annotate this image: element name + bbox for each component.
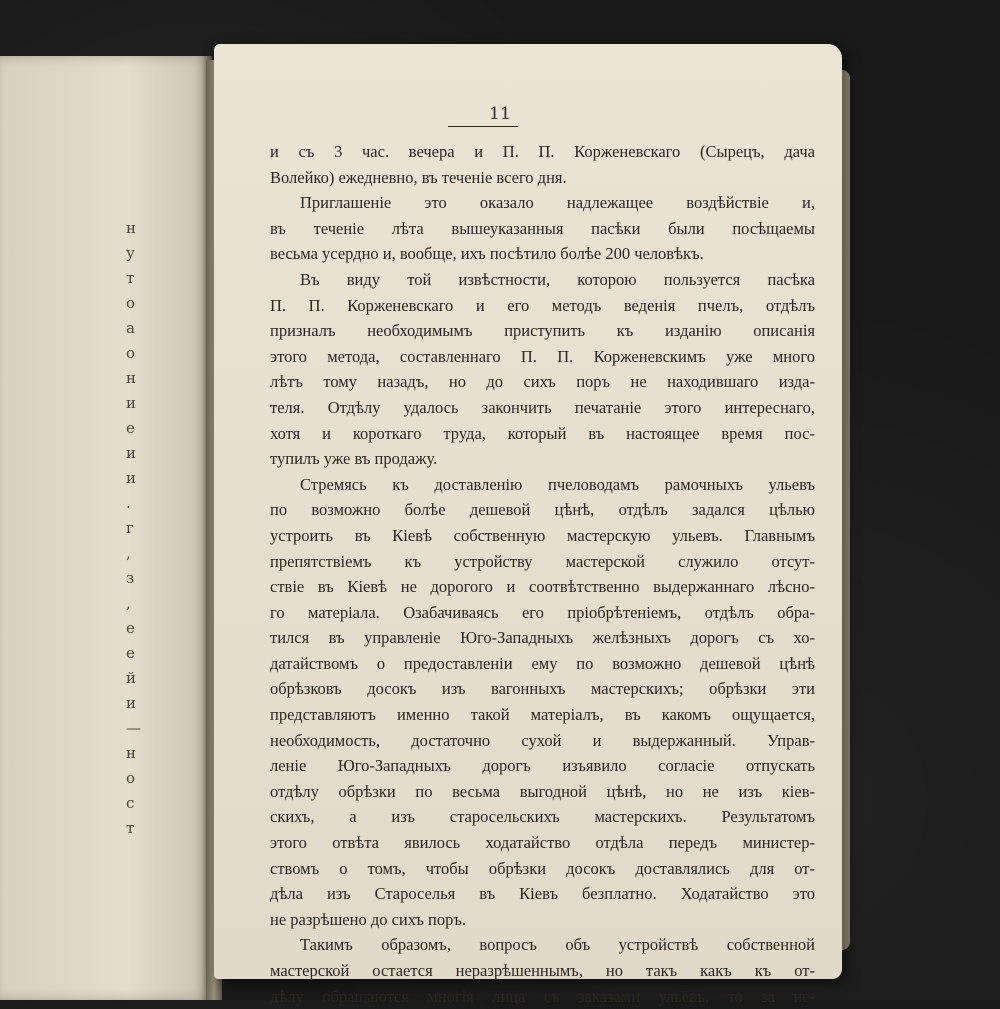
text-line: препятствіемъ къ устройству мастерской служило отсут- <box>270 551 815 571</box>
text-line: дѣлу обращаются многія лица съ заказами ульевъ, то за не- <box>270 986 815 1006</box>
text-line: мастерской остается неразрѣшеннымъ, но такъ какъ къ от- <box>270 961 815 980</box>
text-line: отдѣлу обрѣзки по весьма выгодной цѣнѣ, но не изъ кіев- <box>270 781 815 801</box>
text-line: теля. Отдѣлу удалось закончить печатаніе этого интереснаго, <box>270 397 815 417</box>
page-number-rule <box>448 126 518 127</box>
text-line: ствіе въ Кіевѣ не дорогого и соотвѣтственно выдержаннаго лѣсно- <box>270 577 815 597</box>
text-line: весьма усердно и, вообще, ихъ посѣтило болѣе 200 человѣкъ. <box>270 244 704 264</box>
text-line: въ теченіе лѣта вышеуказанныя пасѣки были посѣщаемы <box>270 218 815 238</box>
text-line: леніе Юго-Западныхъ дорогъ изъявило согласіе отпускать <box>270 756 815 776</box>
facing-page-cut-text: н у т о а о н и е и и . г , з , е е й и — н о с т <box>126 219 141 837</box>
text-line: Приглашеніе это оказало надлежащее воздѣйствіе и, <box>300 193 815 213</box>
body-text <box>270 139 815 1009</box>
text-line: П. П. Корженевскаго и его методъ веденія пчелъ, отдѣлъ <box>270 295 815 315</box>
text-line: по возможно болѣе дешевой цѣнѣ, отдѣлъ задался цѣлью <box>270 500 815 520</box>
text-line: Волейко) ежедневно, въ теченіе всего дня. <box>270 167 567 187</box>
text-line: и съ 3 час. вечера и П. П. Корженевскаго (Сырецъ, дача <box>270 142 815 161</box>
text-line: хотя и короткаго труда, который въ настоящее время пос- <box>270 423 815 443</box>
text-line: Стремясь къ доставленію пчеловодамъ рамочныхъ ульевъ <box>300 474 815 494</box>
text-line: представляютъ именно такой матеріалъ, въ какомъ ощущается, <box>270 705 815 725</box>
text-line: го матеріала. Озабачиваясь его пріобрѣтеніемъ, отдѣлъ обра- <box>270 602 815 622</box>
text-line: скихъ, а изъ старосельскихъ мастерскихъ. Результатомъ <box>270 807 815 827</box>
text-line: датайствомъ о предоставленіи ему по возможно дешевой цѣнѣ <box>270 653 815 673</box>
text-line: призналъ необходимымъ приступить къ изданію описанія <box>270 321 815 341</box>
text-line: дѣла изъ Староселья въ Кіевъ безплатно. Ходатайство это <box>270 884 815 904</box>
text-line: этого метода, составленнаго П. П. Корженевскимъ уже много <box>270 346 815 366</box>
text-line: Такимъ образомъ, вопросъ объ устройствѣ собственной <box>300 935 815 955</box>
text-line: не разрѣшено до сихъ поръ. <box>270 909 467 929</box>
text-line: тупилъ уже въ продажу. <box>270 449 438 469</box>
facing-page <box>0 56 212 1000</box>
text-line: Въ виду той извѣстности, которою пользуется пасѣка <box>300 269 815 289</box>
text-line: устроить въ Кіевѣ собственную мастерскую ульевъ. Главнымъ <box>270 525 815 545</box>
text-line: этого отвѣта явилось ходатайство отдѣла передъ министер- <box>270 833 815 853</box>
text-line: лѣтъ тому назадъ, но до сихъ поръ не находившаго изда- <box>270 372 815 392</box>
page-number: 11 <box>489 104 511 124</box>
text-line: тился въ управленіе Юго-Западныхъ желѣзныхъ дорогъ съ хо- <box>270 628 815 648</box>
text-line: необходимость, достаточно сухой и выдержанный. Управ- <box>270 730 815 750</box>
text-line: обрѣзковъ досокъ изъ вагонныхъ мастерскихъ; обрѣзки эти <box>270 679 815 699</box>
text-line: ствомъ о томъ, чтобы обрѣзки досокъ доставлялись для от- <box>270 858 815 878</box>
